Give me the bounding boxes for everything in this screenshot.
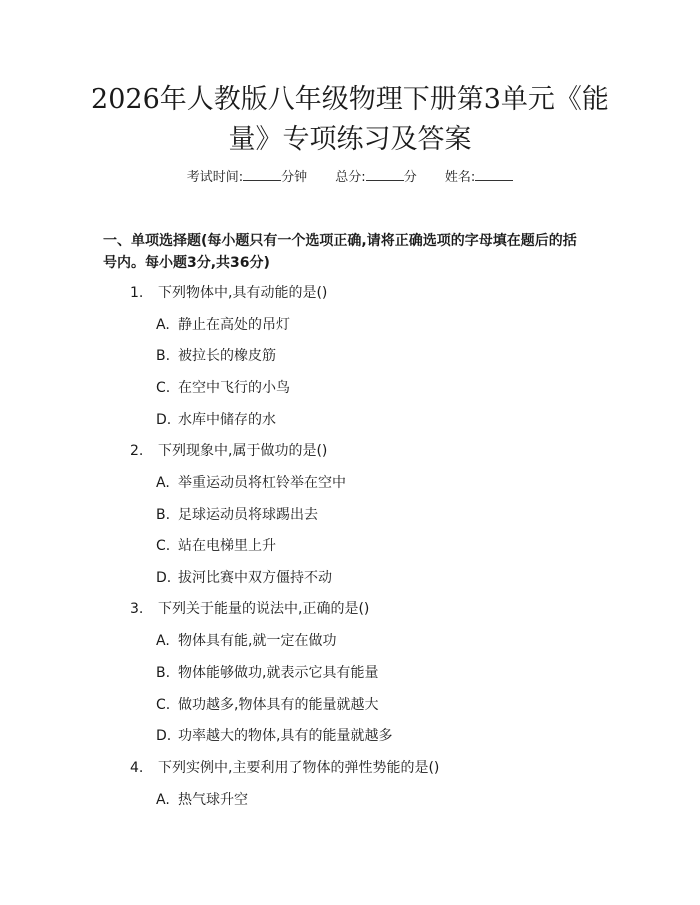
option-text: 静止在高处的吊灯 — [178, 317, 290, 333]
section-heading-line-1: 一、单项选择题(每小题只有一个选项正确,请将正确选项的字母填在题后的括 — [103, 233, 577, 249]
question-4 — [130, 758, 439, 778]
question-number: 2. — [130, 443, 144, 459]
question-1 — [130, 283, 327, 303]
exam-meta — [0, 168, 700, 187]
exam-score — [335, 170, 416, 185]
option-1a — [156, 315, 290, 335]
option-text: 物体能够做功,就表示它具有能量 — [178, 665, 379, 681]
option-letter: A. — [156, 633, 170, 649]
exam-score-label: 总分: — [335, 170, 366, 185]
option-text: 被拉长的橡皮筋 — [178, 348, 276, 364]
exam-time-blank — [243, 168, 281, 181]
option-text: 物体具有能,就一定在做功 — [178, 633, 337, 649]
page-title — [70, 80, 630, 160]
option-text: 举重运动员将杠铃举在空中 — [178, 475, 346, 491]
option-letter: A. — [156, 317, 170, 333]
option-2b — [156, 505, 318, 525]
option-letter: B. — [156, 507, 171, 523]
exam-score-unit: 分 — [403, 170, 417, 185]
option-4a — [156, 790, 248, 810]
question-text: 下列现象中,属于做功的是() — [158, 443, 328, 459]
option-3c — [156, 695, 378, 715]
section-heading-line-2: 号内。每小题3分,共36分) — [103, 255, 270, 271]
title-line-1: 2026年人教版八年级物理下册第3单元《能 — [91, 84, 609, 115]
question-number: 1. — [130, 285, 144, 301]
exam-time-unit: 分钟 — [281, 170, 308, 185]
section-heading — [103, 230, 603, 274]
exam-time-label: 考试时间: — [186, 170, 244, 185]
title-line-2: 量》专项练习及答案 — [228, 124, 472, 155]
option-letter: A. — [156, 792, 170, 808]
option-letter: A. — [156, 475, 170, 491]
option-3a — [156, 631, 336, 651]
exam-name — [445, 170, 513, 185]
question-number: 4. — [130, 760, 144, 776]
option-text: 热气球升空 — [178, 792, 248, 808]
option-text: 站在电梯里上升 — [178, 538, 276, 554]
exam-score-blank — [366, 168, 404, 181]
option-2a — [156, 473, 346, 493]
option-1c — [156, 378, 290, 398]
question-number: 3. — [130, 601, 144, 617]
option-text: 水库中储存的水 — [178, 412, 276, 428]
question-2 — [130, 441, 327, 461]
option-3b — [156, 663, 378, 683]
option-letter: B. — [156, 348, 171, 364]
option-text: 做功越多,物体具有的能量就越大 — [178, 697, 379, 713]
option-text: 功率越大的物体,具有的能量就越多 — [178, 728, 393, 744]
option-1d — [156, 410, 276, 430]
question-text: 下列实例中,主要利用了物体的弹性势能的是() — [158, 760, 440, 776]
option-1b — [156, 346, 276, 366]
option-letter: C. — [156, 380, 171, 396]
option-text: 在空中飞行的小鸟 — [178, 380, 290, 396]
question-text: 下列关于能量的说法中,正确的是() — [158, 601, 370, 617]
option-text: 拔河比赛中双方僵持不动 — [178, 570, 332, 586]
option-letter: D. — [156, 728, 172, 744]
option-3d — [156, 726, 392, 746]
option-2d — [156, 568, 332, 588]
option-letter: D. — [156, 570, 172, 586]
question-3 — [130, 599, 369, 619]
question-text: 下列物体中,具有动能的是() — [158, 285, 328, 301]
exam-name-label: 姓名: — [444, 170, 476, 185]
option-letter: C. — [156, 538, 171, 554]
option-text: 足球运动员将球踢出去 — [178, 507, 318, 523]
exam-time — [187, 170, 307, 185]
option-letter: B. — [156, 665, 171, 681]
option-letter: C. — [156, 697, 171, 713]
option-letter: D. — [156, 412, 172, 428]
option-2c — [156, 536, 276, 556]
exam-name-blank — [475, 168, 513, 181]
